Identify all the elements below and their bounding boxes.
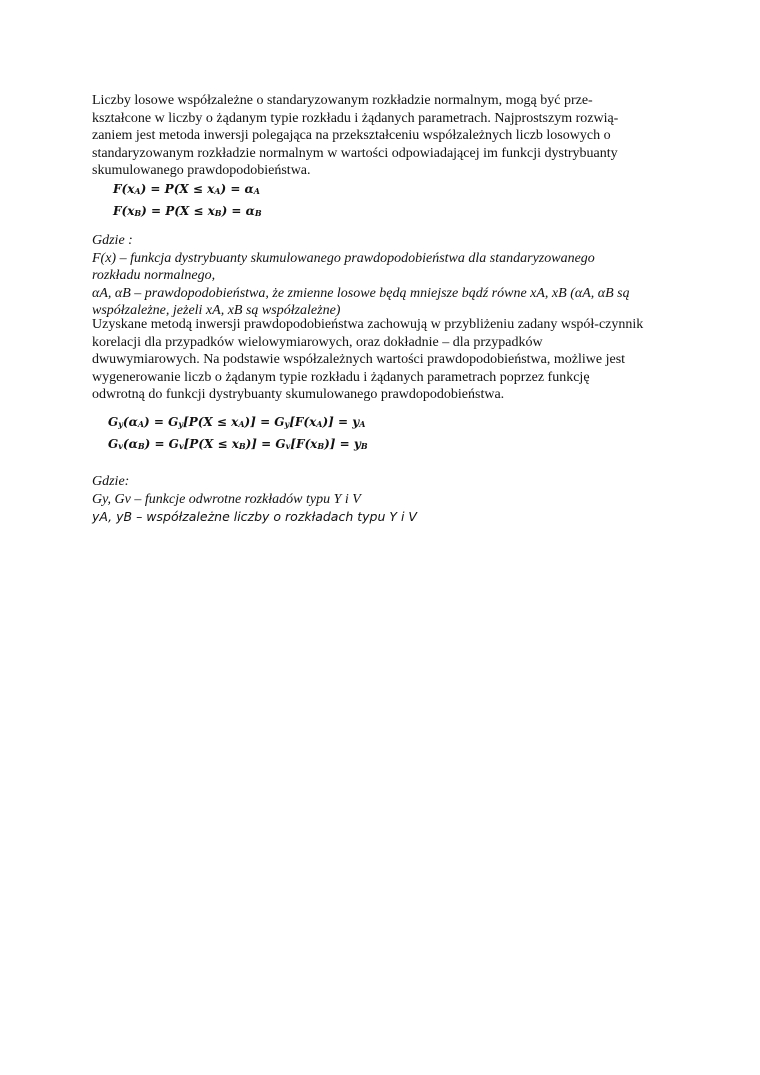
equation-f-xb: $F(x_B) = P(X \le x_B) = \alpha_B$ xyxy=(113,204,262,218)
legend-heading: Gdzie : xyxy=(92,233,133,248)
text-line: zaniem jest metoda inwersji polegająca na przekształceniu współzależnych liczb losowych o xyxy=(92,128,611,144)
text-line: dwuwymiarowych. Na podstawie współzależnych wartości prawdopodobieństwa, możliwe jest xyxy=(92,352,626,368)
text-line: wygenerowanie liczb o żądanym typie rozkładu i żądanych parametrach poprzez funkcję xyxy=(92,369,590,385)
legend-line: rozkładu normalnego, xyxy=(92,268,216,284)
legend-line: αA, αB – prawdopodobieństwa, że zmienne losowe będą mniejsze bądź równe xA, xB (αA, αB są xyxy=(92,285,630,301)
text-line: skumulowanego prawdopodobieństwa. xyxy=(92,163,311,179)
legend-line: Gy, Gv – funkcje odwrotne rozkładów typu Y i V xyxy=(92,491,361,507)
equation-gy: $G_y(\alpha_A) = G_y[P(X \le x_A)] = G_y[F(x_A)] = y_A$ xyxy=(108,415,366,429)
equation-f-xa: $F(x_A) = P(X \le x_A) = \alpha_A$ xyxy=(113,182,261,196)
text-line: kształcone w liczby o żądanym typie rozkładu i żądanych parametrach. Najprostszym rozwią- xyxy=(92,110,619,126)
legend-line: yA, yB – współzależne liczby o rozkładach typu Y i V xyxy=(92,509,417,525)
legend-heading: Gdzie: xyxy=(92,474,130,489)
equation-gv: $G_v(\alpha_B) = G_v[P(X \le x_B)] = G_v[F(x_B)] = y_B$ xyxy=(108,437,368,451)
middle-paragraph xyxy=(92,316,682,404)
legend-2 xyxy=(92,473,682,525)
intro-paragraph xyxy=(92,92,682,180)
legend-1 xyxy=(92,232,682,320)
text-line: odwrotną do funkcji dystrybuanty skumulowanego prawdopodobieństwa. xyxy=(92,387,505,403)
text-line: Liczby losowe współzależne o standaryzowanym rozkładzie normalnym, mogą być prze- xyxy=(92,93,593,108)
legend-line: współzależne, jeżeli xA, xB są współzależne) xyxy=(92,303,341,319)
legend-line: F(x) – funkcja dystrybuanty skumulowanego prawdopodobieństwa dla standaryzowanego xyxy=(92,250,595,266)
text-line: korelacji dla przypadków wielowymiarowych, oraz dokładnie – dla przypadków xyxy=(92,334,543,350)
text-line: standaryzowanym rozkładzie normalnym w wartości odpowiadającej im funkcji dystrybuanty xyxy=(92,145,618,161)
text-line: Uzyskane metodą inwersji prawdopodobieństwa zachowują w przybliżeniu zadany współ-czynnik xyxy=(92,317,644,332)
